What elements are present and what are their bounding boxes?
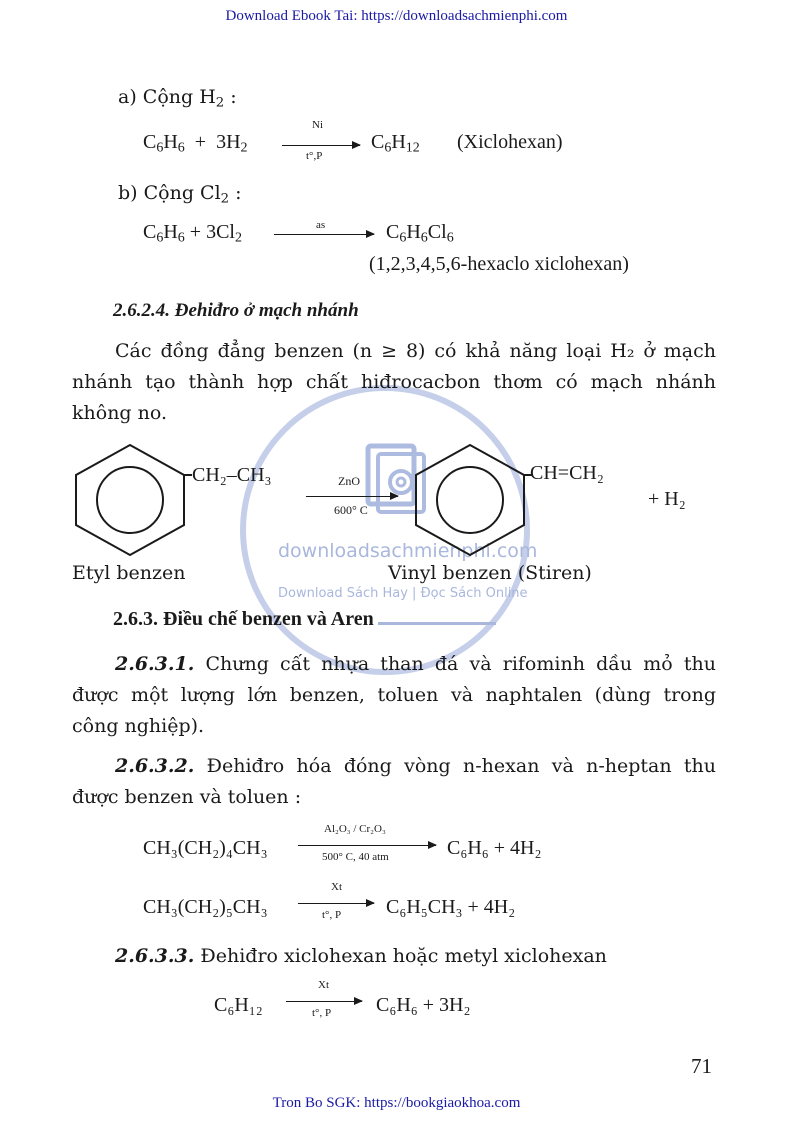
watermark-site: downloadsachmienphi.com	[278, 540, 538, 562]
eq-a-arrow	[282, 145, 360, 146]
watermark-tagline: Download Sách Hay | Đọc Sách Online	[278, 586, 528, 601]
heading-2624: 2.6.2.4. Đehiđro ở mạch nhánh	[113, 300, 359, 321]
eq3-lhs: C₆H₁₂	[214, 994, 263, 1016]
styrene-condition: 600° C	[334, 503, 368, 517]
eq2-bottom: t°, P	[322, 909, 342, 921]
eq3-rhs: C₆H₆ + 3H₂	[376, 994, 471, 1016]
section-a-label: a) Cộng $H_2$ :	[118, 86, 237, 111]
ethylbenzene-name: Etyl benzen	[72, 562, 186, 584]
header-download-link[interactable]: Download Ebook Tai: https://downloadsachmienphi.com	[225, 8, 568, 24]
eq-b-product: $C_6H_6Cl_6$	[386, 221, 454, 246]
eq-b-arrow	[274, 234, 374, 235]
eq1-bottom: 500° C, 40 atm	[322, 851, 389, 863]
styrene-byproduct: + H₂	[648, 488, 686, 510]
styrene-ring	[410, 440, 540, 560]
ethylbenzene-ring	[70, 440, 330, 560]
styrene-chain: CH=CH₂	[530, 462, 604, 484]
watermark-rule	[378, 622, 496, 625]
eq3-top: Xt	[318, 979, 329, 991]
section-b-label: b) Cộng $Cl_2$ :	[118, 182, 242, 207]
eq-a-product-name: (Xiclohexan)	[457, 131, 563, 153]
styrene-catalyst: ZnO	[338, 474, 360, 488]
page-number: 71	[691, 1054, 712, 1078]
eq1-top: Al₂O₃ / Cr₂O₃	[324, 823, 386, 835]
eq-a-condition: t°,P	[306, 150, 323, 162]
paragraph-2624: Các đồng đẳng benzen (n ≥ 8) có khả năng loại H₂ ở mạch nhánh tạo thành hợp chất hiđrocacbon thơm có mạch nhánh không no.	[72, 340, 716, 424]
eq-b-product-name: (1,2,3,4,5,6-hexaclo xiclohexan)	[369, 253, 629, 275]
eq3-bottom: t°, P	[312, 1007, 332, 1019]
eq-a-product: $C_6H_{12}$	[371, 131, 420, 156]
styrene-name: Vinyl benzen (Stiren)	[388, 562, 592, 584]
eq2-top: Xt	[331, 881, 342, 893]
heading-263: 2.6.3. Điều chế benzen và Aren	[113, 608, 374, 630]
eq1-lhs: CH₃(CH₂)₄CH₃	[143, 837, 268, 859]
eq-a-catalyst: Ni	[312, 119, 323, 131]
eq1-arrow	[298, 845, 436, 846]
styrene-arrow	[306, 496, 398, 497]
paragraph-2632: 2.6.3.2. Đehiđro hóa đóng vòng n-hexan và n-heptan thu được benzen và toluen :	[72, 755, 716, 808]
eq-a-lhs: $C_6H_6 + 3H_2$	[143, 131, 248, 156]
footer-sgk-link[interactable]: Tron Bo SGK: https://bookgiaokhoa.com	[272, 1095, 521, 1111]
eq2-rhs: C₆H₅CH₃ + 4H₂	[386, 896, 516, 918]
ethylbenzene-chain: CH₂–CH₃	[192, 464, 272, 486]
eq2-arrow	[298, 903, 374, 904]
paragraph-2631: 2.6.3.1. Chưng cất nhựa than đá và rifominh dầu mỏ thu được một lượng lớn benzen, toluen và naphtalen (dùng trong công nghiệp).	[72, 653, 716, 737]
eq2-lhs: CH₃(CH₂)₅CH₃	[143, 896, 268, 918]
eq1-rhs: C₆H₆ + 4H₂	[447, 837, 542, 859]
paragraph-2633: 2.6.3.3. Đehiđro xiclohexan hoặc metyl xiclohexan	[115, 945, 607, 967]
eq-b-lhs: $C_6H_6 + 3Cl_2$	[143, 221, 242, 246]
eq3-arrow	[286, 1001, 362, 1002]
eq-b-condition: as	[316, 219, 326, 231]
